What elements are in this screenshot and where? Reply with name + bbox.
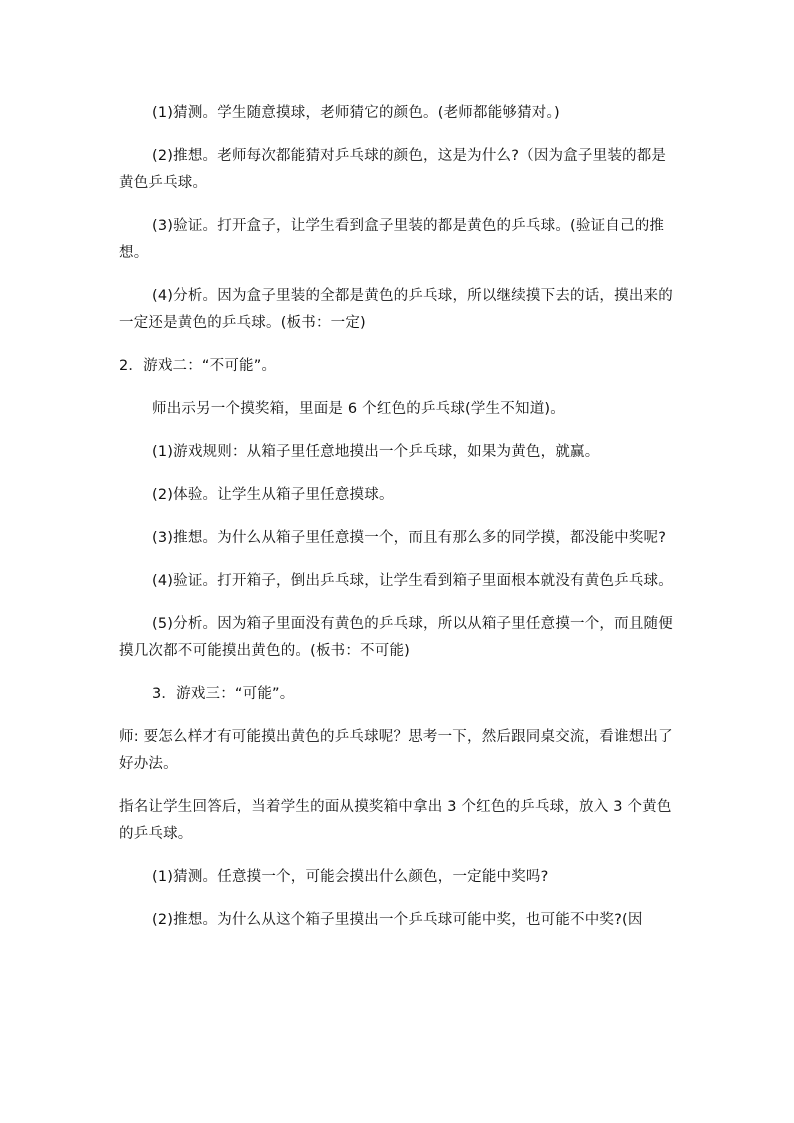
paragraph-11: (5)分析。因为箱子里面没有黄色的乒乓球，所以从箱子里任意摸一个，而且随便摸几次都不可能摸出黄色的。(板书：不可能) [119, 616, 673, 659]
paragraph-15: (1)猜测。任意摸一个，可能会摸出什么颜色，一定能中奖吗? [152, 869, 549, 885]
paragraph-3: (3)验证。打开盒子，让学生看到盒子里装的都是黄色的乒乓球。(验证自己的推想。 [119, 218, 665, 261]
document-body [119, 100, 675, 950]
paragraph-6: 师出示另一个摸奖箱，里面是 6 个红色的乒乓球(学生不知道)。 [152, 401, 565, 417]
paragraph-4: (4)分析。因为盒子里装的全都是黄色的乒乓球，所以继续摸下去的话，摸出来的一定还是黄色的乒乓球。(板书：一定) [119, 288, 673, 331]
paragraph-8: (2)体验。让学生从箱子里任意摸球。 [152, 487, 394, 503]
paragraph-16: (2)推想。为什么从这个箱子里摸出一个乒乓球可能中奖，也可能不中奖?(因 [152, 912, 643, 928]
paragraph-7: (1)游戏规则：从箱子里任意地摸出一个乒乓球，如果为黄色，就赢。 [152, 444, 600, 460]
paragraph-14: 指名让学生回答后，当着学生的面从摸奖箱中拿出 3 个红色的乒乓球，放入 3 个黄色的乒乓球。 [119, 799, 672, 842]
paragraph-9: (3)推想。为什么从箱子里任意摸一个，而且有那么多的同学摸，都没能中奖呢? [152, 530, 667, 546]
paragraph-10: (4)验证。打开箱子，倒出乒乓球，让学生看到箱子里面根本就没有黄色乒乓球。 [152, 573, 673, 589]
section-heading-game-2: 2．游戏二：“不可能”。 [119, 358, 277, 374]
paragraph-1: (1)猜测。学生随意摸球，老师猜它的颜色。(老师都能够猜对。) [152, 105, 560, 121]
paragraph-2: (2)推想。老师每次都能猜对乒乓球的颜色，这是为什么?（因为盒子里装的都是黄色乒乓球。 [119, 148, 667, 191]
section-heading-game-3: 3．游戏三：“可能”。 [152, 686, 295, 702]
paragraph-13: 师: 要怎么样才有可能摸出黄色的乒乓球呢？思考一下，然后跟同桌交流，看谁想出了好办法。 [119, 729, 673, 772]
